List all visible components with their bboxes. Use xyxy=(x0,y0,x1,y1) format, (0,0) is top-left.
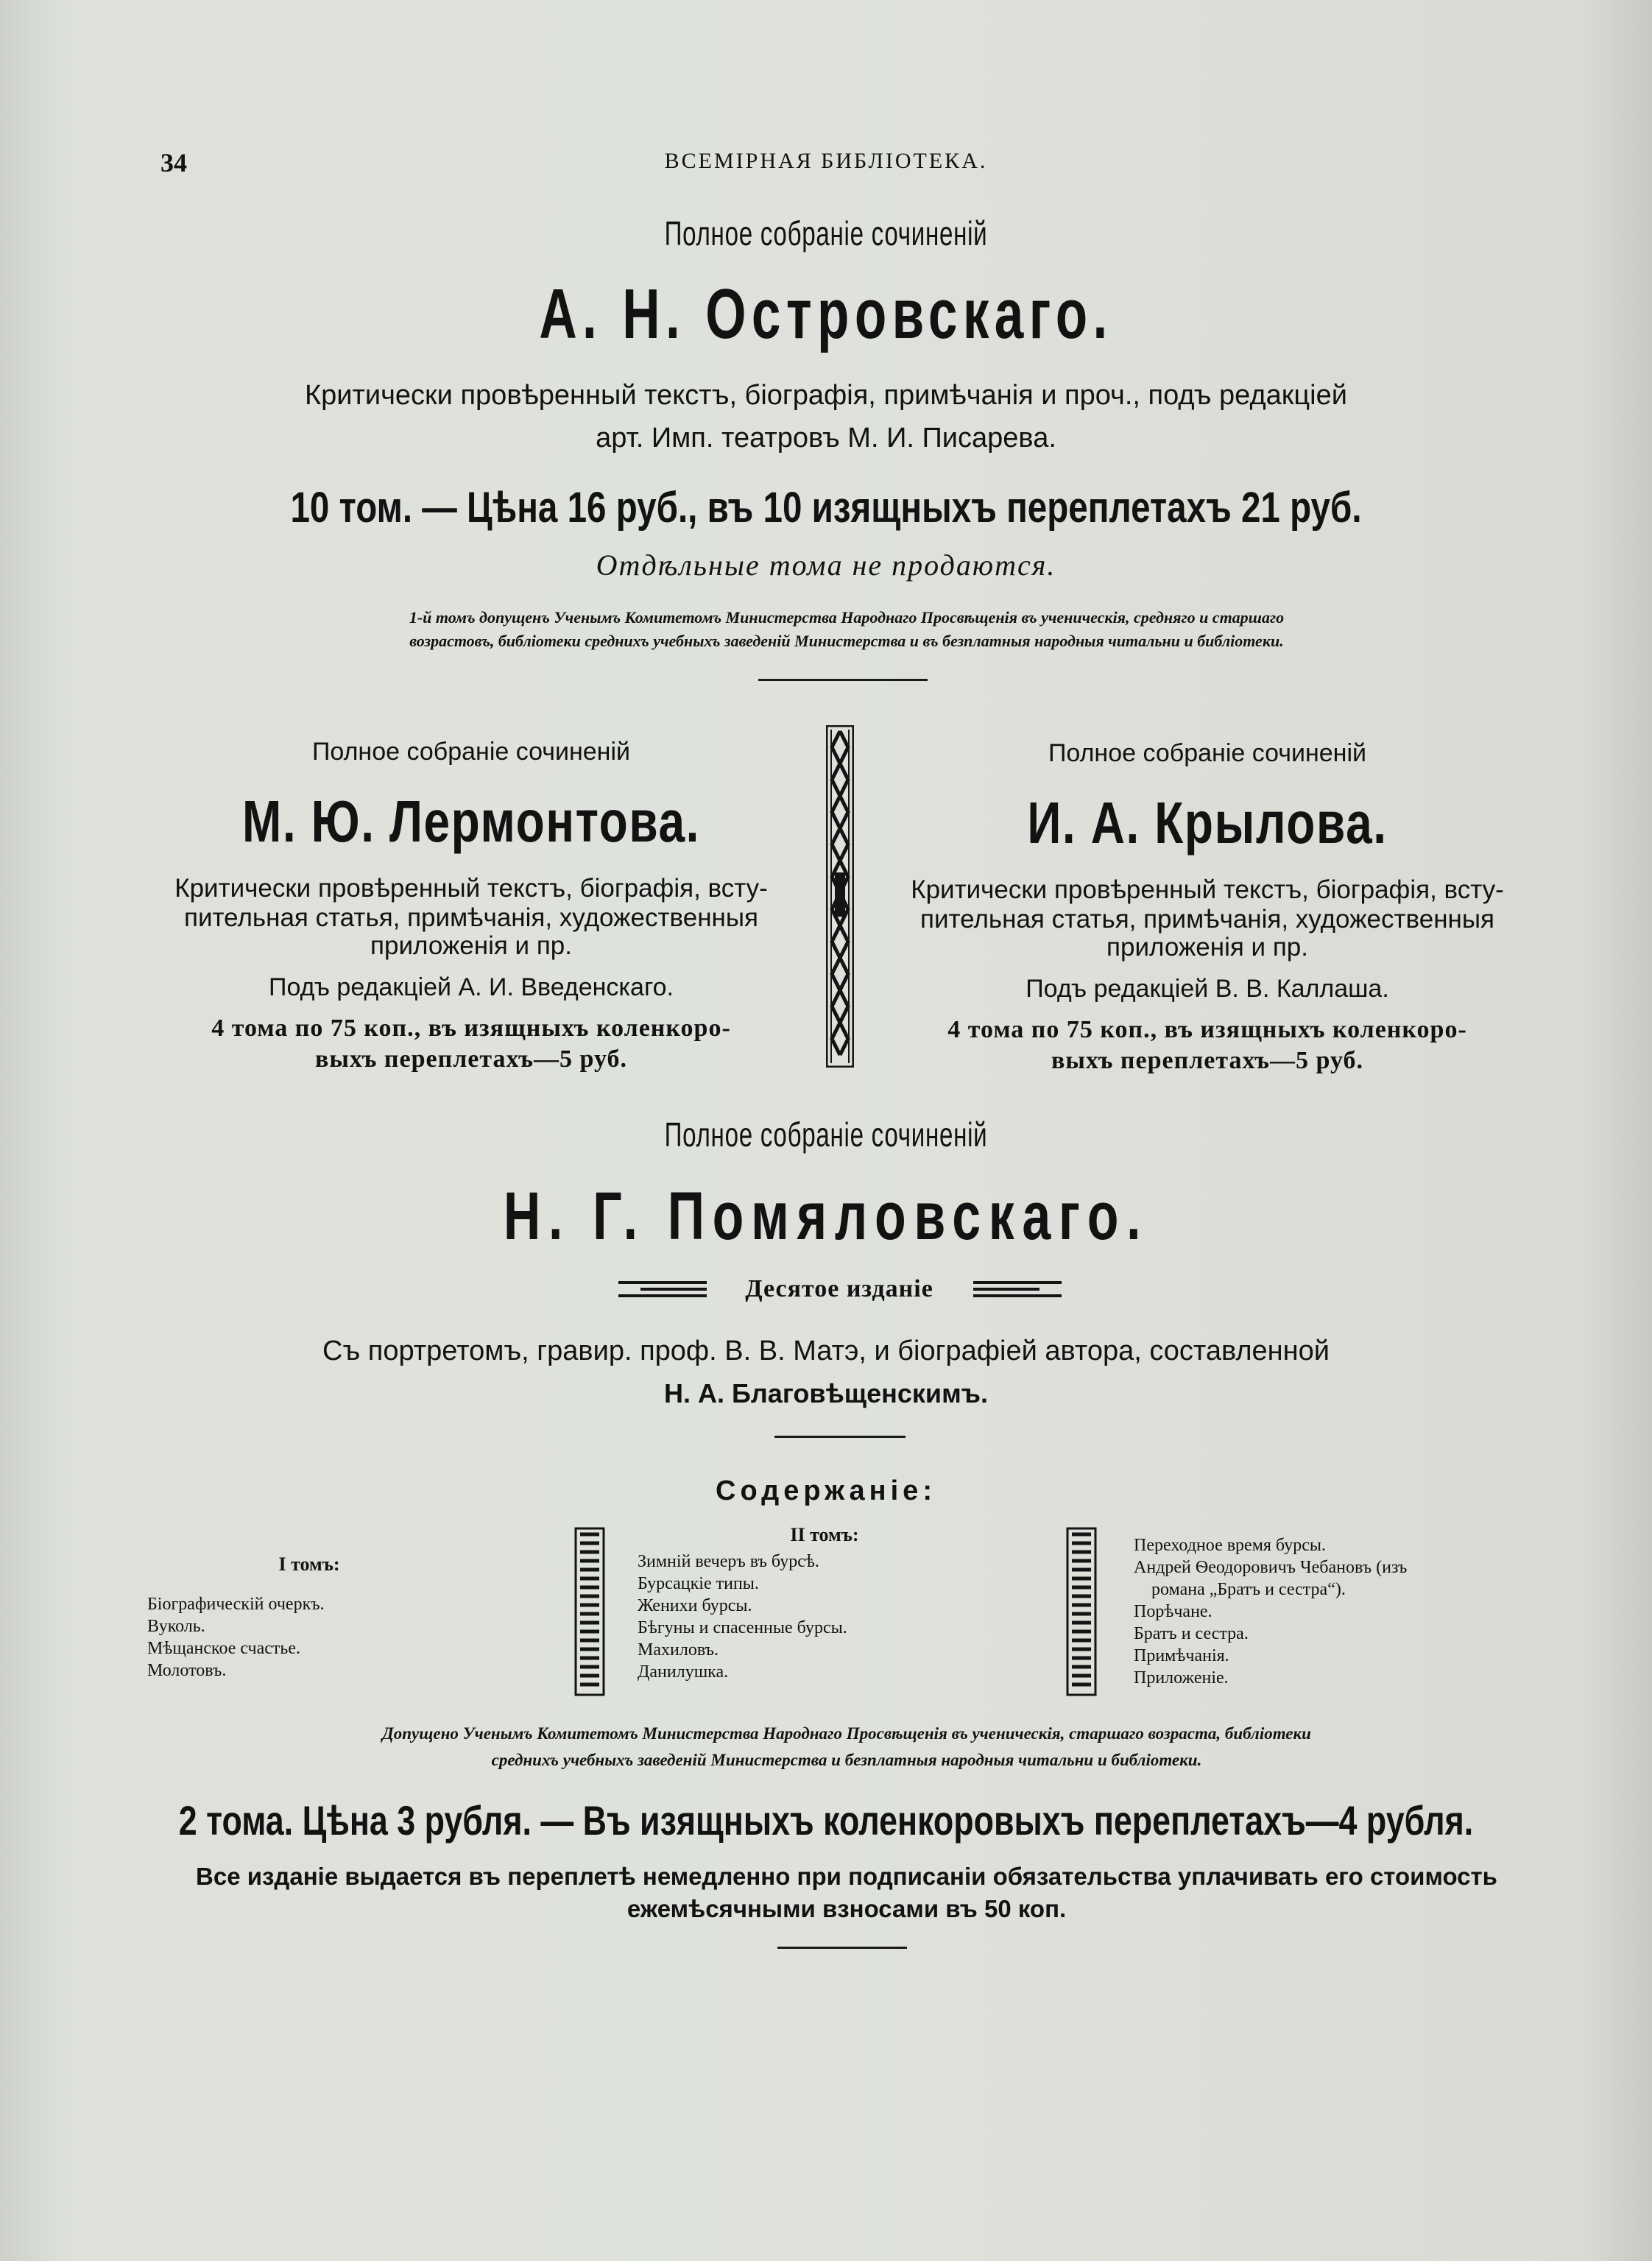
ostrovsky-note-line2: возрастовъ, библiотеки среднихъ учебныхъ заведенiй Министерства и въ безплатныя народныя читальни и библiотеки. xyxy=(409,632,1284,650)
lermontov-heading: Полное собранiе сочиненiй xyxy=(311,738,630,766)
terms-line2: ежемѣсячными взносами въ 50 коп. xyxy=(626,1895,1067,1922)
pomyalovsky-heading: Полное собранiе сочиненiй xyxy=(664,1115,988,1154)
pomyalovsky-price: 2 тома. Цѣна 3 рубля. — Въ изящныхъ коленкоровыхъ переплетахъ—4 рубля. xyxy=(178,1797,1474,1844)
ostrovsky-heading: Полное собранiе сочиненiй xyxy=(664,214,988,253)
approval-line2: среднихъ учебныхъ заведенiй Министерства и безплатныя народныя читальни и библiотеки. xyxy=(491,1751,1202,1769)
portrait-line1: Съ портретомъ, гравир. проф. В. В. Матэ, и бiографiей автора, составленной xyxy=(322,1336,1330,1366)
portrait-line2: Н. А. Благовѣщенскимъ. xyxy=(664,1378,988,1408)
contents-ornament-right xyxy=(1066,1527,1097,1696)
edition-rule-right xyxy=(973,1281,1062,1297)
krylov-editor: Подъ редакцiей В. В. Каллаша. xyxy=(1026,975,1389,1003)
vol3-list xyxy=(1134,1534,1546,1689)
edition-label: Десятое изданiе xyxy=(745,1275,933,1302)
vol1-title: I томъ: xyxy=(278,1553,340,1575)
list-item: Примѣчанiя. xyxy=(1134,1646,1229,1665)
list-item: Зимнiй вечеръ въ бурсѣ. xyxy=(638,1552,819,1571)
krylov-name: И. А. Крылова. xyxy=(1027,790,1388,856)
ostrovsky-name: А. Н. Островскаго. xyxy=(539,275,1113,353)
approval-line1: Допущено Ученымъ Комитетомъ Министерства Народнаго Просвѣщенiя въ ученическiя, старшаго возраста, библiотеки xyxy=(382,1724,1311,1743)
contents-title: Содержанiе: xyxy=(716,1475,936,1506)
lermontov-name: М. Ю. Лермонтова. xyxy=(241,789,701,854)
krylov-price-line1: 4 тома по 75 коп., въ изящныхъ коленкоро- xyxy=(947,1016,1467,1043)
lermontov-desc-line2: пительная статья, примѣчанiя, художественныя xyxy=(184,903,758,932)
krylov-desc-line2: пительная статья, примѣчанiя, художественныя xyxy=(920,905,1494,934)
list-item: Вуколь. xyxy=(147,1617,205,1636)
list-item: Бѣгуны и спасенные бурсы. xyxy=(638,1618,847,1637)
section-rule xyxy=(758,679,928,681)
contents-rule xyxy=(774,1436,906,1438)
krylov-desc-line3: приложенiя и пр. xyxy=(1106,933,1308,962)
terms-line1: Все изданiе выдается въ переплетѣ немедленно при подписанiи обязательства уплачивать его стоимость xyxy=(196,1863,1497,1890)
list-item: Порѣчане. xyxy=(1134,1602,1212,1621)
krylov-price-line2: выхъ переплетахъ—5 руб. xyxy=(1051,1047,1364,1074)
list-item: Братъ и сестра. xyxy=(1134,1624,1249,1643)
list-item: Приложенiе. xyxy=(1134,1668,1229,1687)
ostrovsky-price: 10 том. — Цѣна 16 руб., въ 10 изящныхъ переплетахъ 21 руб. xyxy=(290,484,1362,532)
lermontov-desc-line1: Критически провѣренный текстъ, бiографiя, всту- xyxy=(174,874,768,903)
list-item: Молотовъ. xyxy=(147,1661,227,1680)
vol2-title: II томъ: xyxy=(790,1524,859,1545)
closing-rule xyxy=(777,1947,907,1949)
lermontov-desc-line3: приложенiя и пр. xyxy=(370,931,572,960)
list-item: Бурсацкiе типы. xyxy=(638,1574,759,1593)
ostrovsky-note-line1: 1-й томъ допущенъ Ученымъ Комитетомъ Министерства Народнаго Просвѣщенiя въ ученическiя, средняго и старшаго xyxy=(409,608,1285,627)
ostrovsky-desc-line1: Критически провѣренный текстъ, бiографiя, примѣчанiя и проч., подъ редакцiей xyxy=(305,380,1347,411)
list-item: Данилушка. xyxy=(638,1662,729,1682)
list-item: Мѣщанское счастье. xyxy=(147,1639,301,1658)
edition-rule-left xyxy=(618,1281,707,1297)
running-head: ВСЕМIРНАЯ БИБЛIОТЕКА. xyxy=(664,149,988,173)
krylov-desc-line1: Критически провѣренный текстъ, бiографiя, всту- xyxy=(911,875,1504,904)
contents-ornament-left xyxy=(574,1527,605,1696)
list-item: романа „Братъ и сестра“). xyxy=(1151,1580,1346,1599)
ostrovsky-not-sold: Отдѣльные тома не продаются. xyxy=(596,549,1056,582)
list-item: Бiографическiй очеркъ. xyxy=(147,1595,325,1614)
lermontov-price-line1: 4 тома по 75 коп., въ изящныхъ коленкоро- xyxy=(211,1015,731,1042)
list-item: Махиловъ. xyxy=(638,1640,719,1659)
list-item: Переходное время бурсы. xyxy=(1134,1536,1326,1555)
vol1-list xyxy=(147,1593,515,1682)
pomyalovsky-name: Н. Г. Помяловскаго. xyxy=(503,1179,1149,1254)
list-item: Женихи бурсы. xyxy=(638,1596,752,1615)
ornament-divider xyxy=(826,725,854,1068)
page-number: 34 xyxy=(160,148,187,177)
lermontov-editor: Подъ редакцiей А. И. Введенскаго. xyxy=(269,973,674,1001)
krylov-heading: Полное собранiе сочиненiй xyxy=(1048,739,1366,767)
lermontov-price-line2: выхъ переплетахъ—5 руб. xyxy=(314,1045,628,1073)
vol2-list xyxy=(638,1551,1050,1683)
ostrovsky-desc-line2: арт. Имп. театровъ М. И. Писарева. xyxy=(596,423,1056,454)
list-item: Андрей Ѳеодоровичъ Чебановъ (изъ xyxy=(1134,1558,1408,1577)
